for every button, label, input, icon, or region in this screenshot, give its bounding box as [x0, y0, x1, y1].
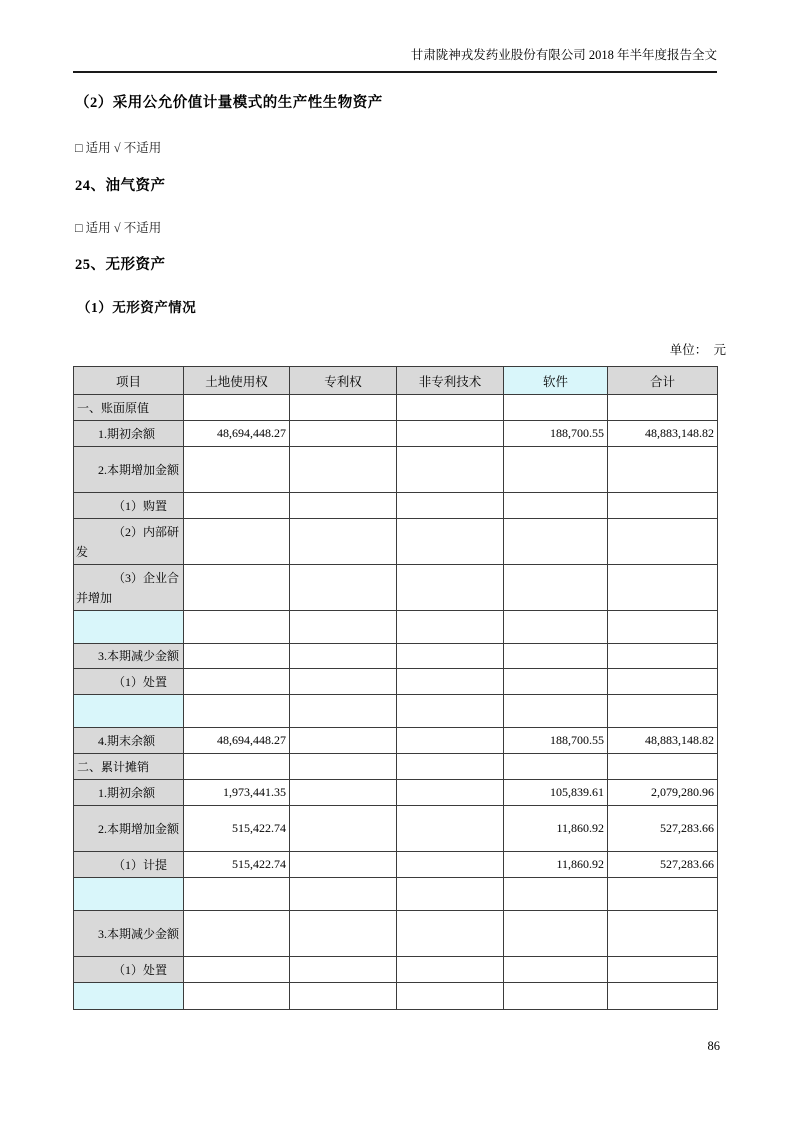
- table-row: [74, 728, 718, 754]
- value-cell: [608, 565, 718, 611]
- value-cell: [290, 754, 397, 780]
- page-number: 86: [707, 1039, 720, 1053]
- table-row: [74, 395, 718, 421]
- value-cell: [608, 957, 718, 983]
- column-header-software: 软件: [504, 367, 608, 395]
- value-cell: [504, 878, 608, 911]
- value-cell: [608, 754, 718, 780]
- applicability-line-2: □ 适用 √ 不适用: [75, 221, 162, 235]
- value-cell: [397, 644, 504, 669]
- value-cell: [504, 519, 608, 565]
- value-cell: [608, 911, 718, 957]
- value-cell: [184, 644, 290, 669]
- table-row: [74, 519, 718, 565]
- value-cell: [608, 695, 718, 728]
- value-cell: [397, 852, 504, 878]
- value-cell: 515,422.74: [184, 852, 290, 878]
- column-header-total: 合计: [608, 367, 718, 395]
- row-label-cell: 4.期末余额: [74, 728, 184, 754]
- value-cell: [397, 669, 504, 695]
- value-cell: [608, 983, 718, 1010]
- row-label-cell: 3.本期减少金额: [74, 644, 184, 669]
- value-cell: [504, 754, 608, 780]
- table-row: [74, 644, 718, 669]
- value-cell: [608, 447, 718, 493]
- table-body: [74, 395, 718, 1010]
- value-cell: [290, 421, 397, 447]
- value-cell: [397, 728, 504, 754]
- value-cell: [504, 695, 608, 728]
- value-cell: [397, 911, 504, 957]
- table-row: [74, 447, 718, 493]
- value-cell: [608, 878, 718, 911]
- value-cell: [397, 695, 504, 728]
- value-cell: [184, 911, 290, 957]
- table-row: [74, 780, 718, 806]
- value-cell: [397, 754, 504, 780]
- value-cell: 105,839.61: [504, 780, 608, 806]
- value-cell: [184, 669, 290, 695]
- value-cell: [184, 447, 290, 493]
- value-cell: [184, 395, 290, 421]
- table-row: [74, 957, 718, 983]
- table-blank-row: [74, 611, 718, 644]
- value-cell: [290, 806, 397, 852]
- row-label-cell: 1.期初余额: [74, 421, 184, 447]
- table-row: [74, 493, 718, 519]
- row-label-cell: [74, 695, 184, 728]
- value-cell: [397, 983, 504, 1010]
- value-cell: [290, 728, 397, 754]
- value-cell: [290, 493, 397, 519]
- value-cell: [504, 957, 608, 983]
- value-cell: [184, 611, 290, 644]
- value-cell: [184, 519, 290, 565]
- value-cell: [397, 395, 504, 421]
- column-header-patent: 专利权: [290, 367, 397, 395]
- table-row: [74, 669, 718, 695]
- value-cell: [290, 447, 397, 493]
- value-cell: [608, 493, 718, 519]
- value-cell: [397, 519, 504, 565]
- value-cell: [504, 395, 608, 421]
- value-cell: [397, 780, 504, 806]
- value-cell: [504, 611, 608, 644]
- table-row: [74, 565, 718, 611]
- column-header-non-patent: 非专利技术: [397, 367, 504, 395]
- value-cell: [397, 957, 504, 983]
- value-cell: [397, 565, 504, 611]
- value-cell: 48,694,448.27: [184, 728, 290, 754]
- value-cell: [184, 695, 290, 728]
- table-blank-row: [74, 878, 718, 911]
- table-header-row: [74, 367, 718, 395]
- value-cell: [184, 983, 290, 1010]
- value-cell: [290, 565, 397, 611]
- row-label-cell: 2.本期增加金额: [74, 447, 184, 493]
- value-cell: [608, 669, 718, 695]
- value-cell: [184, 754, 290, 780]
- heading-intangible-assets: 25、无形资产: [75, 257, 166, 273]
- applicability-line-1: □ 适用 √ 不适用: [75, 141, 162, 155]
- row-label-cell: [74, 983, 184, 1010]
- value-cell: [608, 395, 718, 421]
- value-cell: [290, 983, 397, 1010]
- value-cell: [290, 852, 397, 878]
- row-label-cell: 一、账面原值: [74, 395, 184, 421]
- value-cell: [397, 806, 504, 852]
- value-cell: 188,700.55: [504, 728, 608, 754]
- row-label-cell: （1）购置: [74, 493, 184, 519]
- value-cell: [608, 611, 718, 644]
- row-label-cell: [74, 878, 184, 911]
- value-cell: 11,860.92: [504, 852, 608, 878]
- value-cell: 48,883,148.82: [608, 421, 718, 447]
- value-cell: 11,860.92: [504, 806, 608, 852]
- value-cell: [184, 878, 290, 911]
- value-cell: [504, 669, 608, 695]
- value-cell: [290, 957, 397, 983]
- value-cell: [504, 493, 608, 519]
- value-cell: 2,079,280.96: [608, 780, 718, 806]
- row-label-cell: 1.期初余额: [74, 780, 184, 806]
- intangible-assets-table: [73, 366, 718, 1010]
- value-cell: [290, 611, 397, 644]
- row-label-cell: （1）处置: [74, 957, 184, 983]
- value-cell: [290, 695, 397, 728]
- heading-fair-value-biological-assets: （2）采用公允价值计量模式的生产性生物资产: [75, 95, 383, 111]
- value-cell: [184, 565, 290, 611]
- value-cell: [397, 878, 504, 911]
- value-cell: [290, 669, 397, 695]
- value-cell: [504, 983, 608, 1010]
- value-cell: [397, 493, 504, 519]
- value-cell: [608, 519, 718, 565]
- value-cell: 527,283.66: [608, 806, 718, 852]
- row-label-cell: （1）处置: [74, 669, 184, 695]
- row-label-cell: （3）企业合并增加: [74, 565, 184, 611]
- table-row: [74, 806, 718, 852]
- value-cell: [290, 644, 397, 669]
- value-cell: [397, 447, 504, 493]
- value-cell: [290, 911, 397, 957]
- value-cell: 515,422.74: [184, 806, 290, 852]
- value-cell: [184, 493, 290, 519]
- value-cell: 48,694,448.27: [184, 421, 290, 447]
- value-cell: 188,700.55: [504, 421, 608, 447]
- document-header: [73, 47, 717, 73]
- column-header-item: 项目: [74, 367, 184, 395]
- value-cell: [504, 911, 608, 957]
- column-header-land-use: 土地使用权: [184, 367, 290, 395]
- table-blank-row: [74, 983, 718, 1010]
- value-cell: [504, 447, 608, 493]
- value-cell: [504, 565, 608, 611]
- value-cell: [184, 957, 290, 983]
- row-label-cell: 二、累计摊销: [74, 754, 184, 780]
- row-label-cell: [74, 611, 184, 644]
- table-row: [74, 421, 718, 447]
- value-cell: [397, 611, 504, 644]
- row-label-cell: 3.本期减少金额: [74, 911, 184, 957]
- heading-oil-gas-assets: 24、油气资产: [75, 178, 166, 194]
- table-blank-row: [74, 695, 718, 728]
- value-cell: 1,973,441.35: [184, 780, 290, 806]
- table-row: [74, 754, 718, 780]
- subheading-intangible-assets-detail: （1）无形资产情况: [77, 300, 197, 315]
- row-label-cell: 2.本期增加金额: [74, 806, 184, 852]
- table-row: [74, 852, 718, 878]
- value-cell: [290, 519, 397, 565]
- unit-label: 单位： 元: [669, 343, 726, 357]
- value-cell: [397, 421, 504, 447]
- value-cell: [608, 644, 718, 669]
- value-cell: 527,283.66: [608, 852, 718, 878]
- table-row: [74, 911, 718, 957]
- row-label-cell: （1）计提: [74, 852, 184, 878]
- value-cell: 48,883,148.82: [608, 728, 718, 754]
- value-cell: [290, 878, 397, 911]
- table-header: [74, 367, 718, 395]
- value-cell: [290, 395, 397, 421]
- value-cell: [504, 644, 608, 669]
- value-cell: [290, 780, 397, 806]
- row-label-cell: （2）内部研发: [74, 519, 184, 565]
- document-header-title: 甘肃陇神戎发药业股份有限公司 2018 年半年度报告全文: [410, 48, 717, 62]
